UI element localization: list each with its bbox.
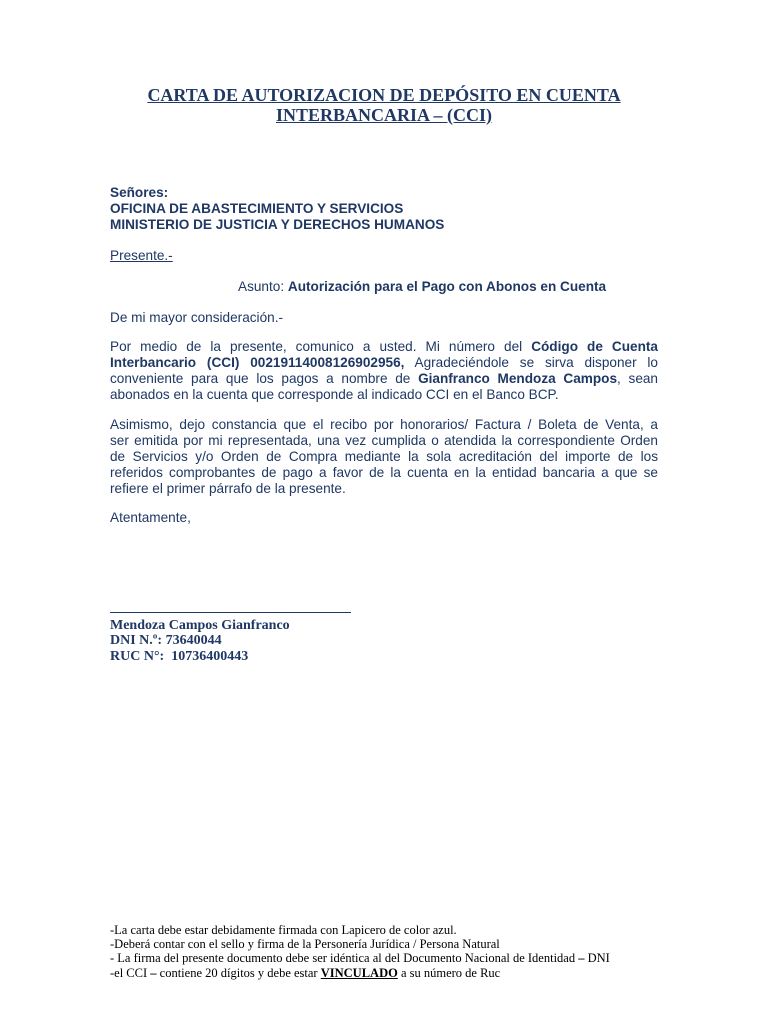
paragraph-cci-line-3: conveniente para que los pagos a nombre de Gianfranco Mendoza Campos, sean (110, 371, 658, 386)
paragraph-cci-line-1: Por medio de la presente, comunico a usted. Mi número del Código de Cuenta (110, 339, 658, 354)
title-line-1: CARTA DE AUTORIZACION DE DEPÓSITO EN CUENTA (147, 85, 621, 105)
cci-label: Código de Cuenta (531, 339, 658, 354)
note-1: -La carta debe estar debidamente firmada con Lapicero de color azul. (110, 923, 457, 937)
beneficiary-name: Gianfranco Mendoza Campos (418, 371, 618, 386)
subject-text: Autorización para el Pago con Abonos en Cuenta (287, 279, 607, 294)
signature-dni: DNI N.º: 73640044 (110, 633, 222, 648)
subject-label: Asunto: (238, 279, 285, 294)
vinculado-emphasis: VINCULADO (320, 965, 398, 980)
signature-ruc: RUC N°: 10736400443 (110, 649, 249, 664)
paragraph-cci-line-2: Interbancario (CCI) 00219114008126902956, Agradeciéndole se sirva disponer lo (110, 355, 658, 370)
paragraph-receipt-line-2: ser emitida por mi representada, una vez cumplida o atendida la correspondiente Orden (110, 433, 658, 448)
greeting: De mi mayor consideración.- (110, 310, 284, 325)
presente-label: Presente.- (110, 248, 173, 263)
paragraph-receipt (110, 417, 658, 497)
paragraph-receipt-line-5: refiere el primer párrafo de la presente. (110, 481, 346, 496)
recipient-ministry: MINISTERIO DE JUSTICIA Y DERECHOS HUMANOS (110, 217, 445, 232)
footnotes (110, 923, 610, 980)
signature-name: Mendoza Campos Gianfranco (110, 618, 290, 633)
note-4: -el CCI – contiene 20 dígitos y debe estar VINCULADO a su número de Ruc (110, 965, 501, 980)
paragraph-cci-line-4: abonados en la cuenta que corresponde al indicado CCI en el Banco BCP. (110, 387, 559, 402)
letter-title (109, 85, 659, 125)
note-3: - La firma del presente documento debe ser idéntica al del Documento Nacional de Identidad – DNI (110, 951, 610, 966)
paragraph-receipt-line-4: referidos comprobantes de pago a favor de la cuenta en la entidad bancaria a que se (110, 465, 658, 480)
subject-line (238, 279, 606, 295)
paragraph-cci (110, 339, 658, 403)
signature-line (110, 612, 351, 613)
title-line-2: INTERBANCARIA – (CCI) (275, 105, 493, 125)
paragraph-receipt-line-3: de Servicios y/o Orden de Compra mediante la sola acreditación del importe de los (110, 449, 658, 464)
note-2: -Deberá contar con el sello y firma de la Personería Jurídica / Persona Natural (110, 937, 500, 952)
paragraph-receipt-line-1: Asimismo, dejo constancia que el recibo por honorarios/ Factura / Boleta de Venta, a (110, 417, 658, 432)
closing: Atentamente, (110, 510, 191, 525)
recipient-salutation: Señores: (110, 185, 169, 200)
cci-number: Interbancario (CCI) 00219114008126902956, (110, 355, 405, 370)
recipient-office: OFICINA DE ABASTECIMIENTO Y SERVICIOS (110, 201, 404, 216)
